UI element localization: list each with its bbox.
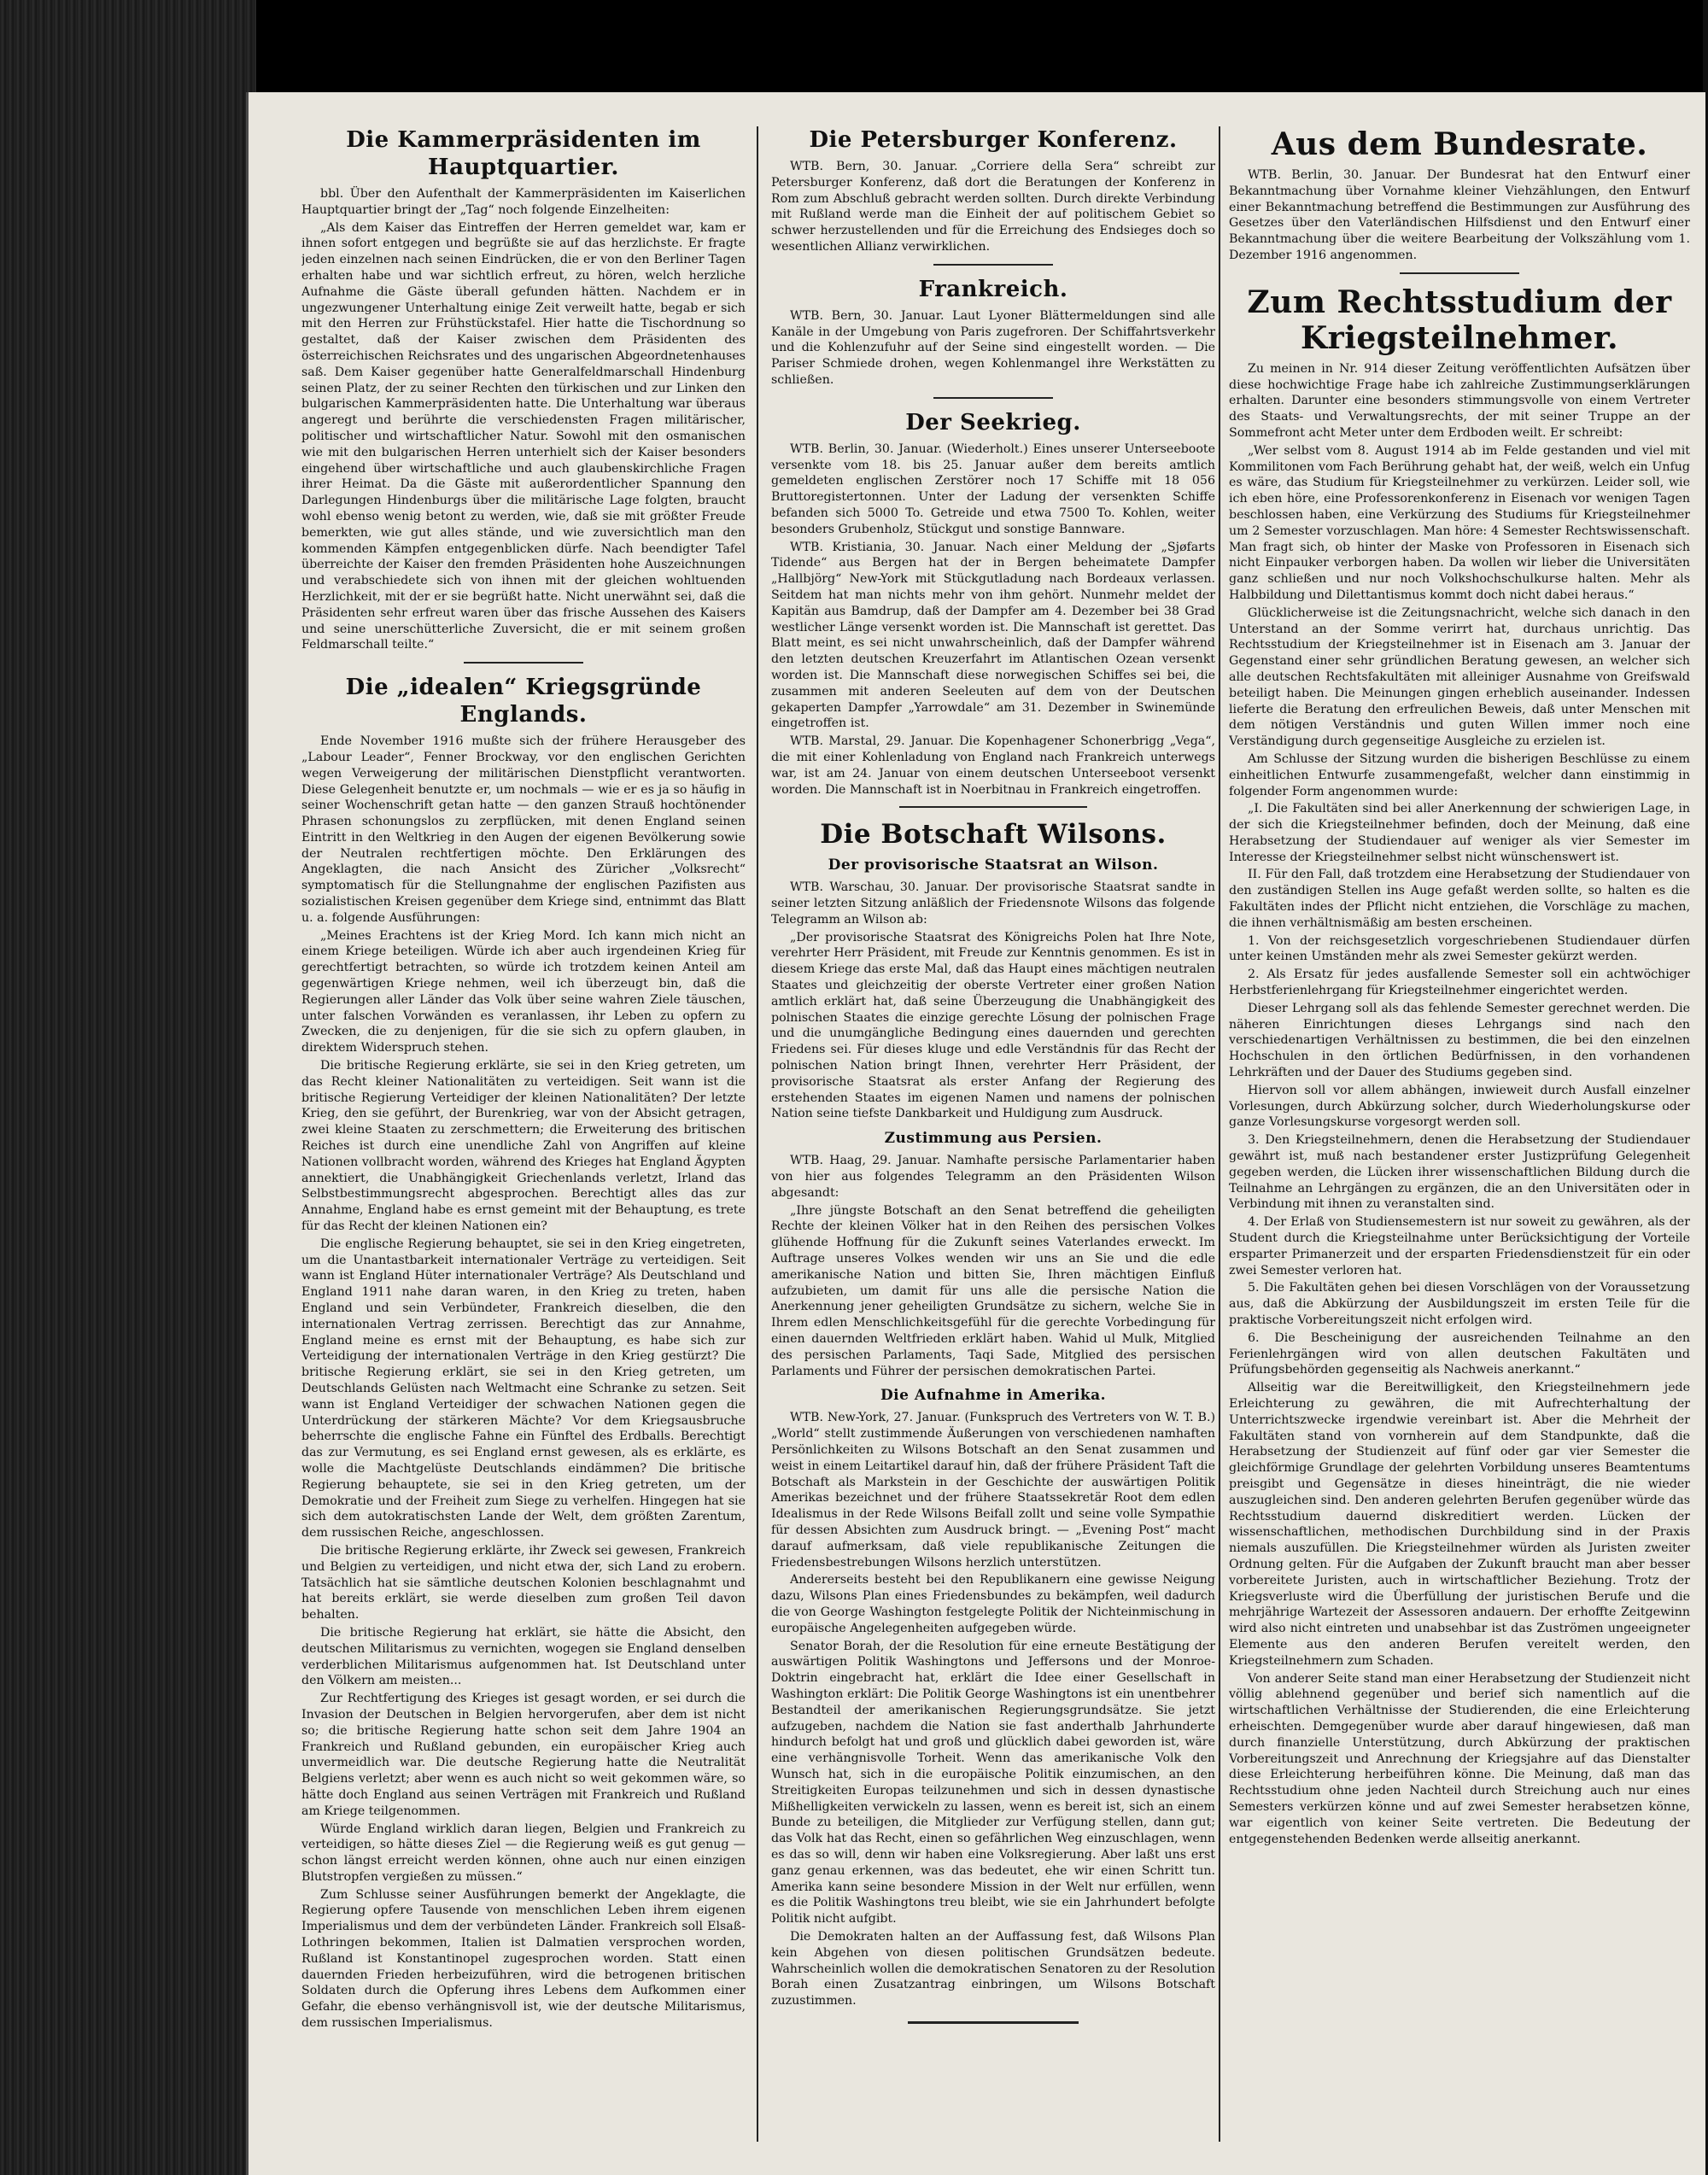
article-paragraph: Hiervon soll vor allem abhängen, inwieweit durch Ausfall einzelner Vorlesungen, durch Abkürzung solcher, durch Wiederholungskurse oder ganze Vorlesungskurse vorgesorgt werden soll. xyxy=(1229,1083,1690,1130)
headline-botschaft-wilsons: Die Botschaft Wilsons. xyxy=(820,819,1167,851)
article-paragraph: „Ihre jüngste Botschaft an den Senat betreffend die geheiligten Rechte der kleinen Völker hat in den Reihen des persischen Volkes glühende Hoffnung für die Zukunft seines Vaterlandes erweckt. Im Auftrage unseres Volkes wenden wir uns an Sie und die edle amerikanische Nation und bitten Sie, Ihren mächtigen Einfluß aufzubieten, um damit für uns alle die persische Nation die Anerkennung jener geheiligten Grundsätze zu sichern, welche Sie in Ihrem edlen Menschlichkeitsgefühl für die gerechte Vorbedingung für einen dauernden Weltfrieden erklärt haben. Wahid ul Mulk, Mitglied des persischen Parlaments, Taqi Sade, Mitglied des persischen Parlaments und Führer der persischen demokratischen Partei. xyxy=(771,1203,1215,1378)
article-paragraph: 5. Die Fakultäten gehen bei diesen Vorschlägen von der Voraussetzung aus, daß die Abkürzung der Ausbildungszeit im ersten Teile für die praktische Vorbereitungszeit nicht erfolgen wird. xyxy=(1229,1281,1690,1327)
article-paragraph: 6. Die Bescheinigung der ausreichenden Teilnahme an den Ferienlehrgängen wird von allen deutschen Fakultäten und Prüfungsbehörden gegenseitig als Nachweis anerkannt.“ xyxy=(1229,1330,1690,1377)
article-paragraph: WTB. Berlin, 30. Januar. (Wiederholt.) Eines unserer Unterseeboote versenkte vom 18. bis 25. Januar außer dem bereits amtlich gemeldeten englischen Zerstörer noch 17 Schiffe mit 18 056 Bruttoregistertonnen. Unter der Ladung der versenkten Schiffe befanden sich 5000 To. Getreide und etwa 7500 To. Kohlen, weiter besonders Grubenholz, Stückgut und sonstige Bannware. xyxy=(771,441,1215,536)
article-paragraph: II. Für den Fall, daß trotzdem eine Herabsetzung der Studiendauer von den zuständigen Stellen ins Auge gefaßt werden sollte, so halten es die Fakultäten indes der Pflicht nicht entziehen, die Vorschläge zu machen, die ihnen verhältnismäßig am besten erscheinen. xyxy=(1229,868,1690,930)
section-divider xyxy=(908,2021,1079,2024)
headline-rechtsstudium: Zum Rechtsstudium der Kriegsteilnehmer. xyxy=(1247,284,1672,356)
article-paragraph: „Der provisorische Staatsrat des Königreichs Polen hat Ihre Note, verehrter Herr Präsident, mit Freude zur Kenntnis genommen. Es ist in diesem Kriege das erste Mal, daß das Haupt eines mächtigen neutralen Staates und gleichzeitig der oberste Vertreter einer großen Nation amtlich erklärt hat, daß seine Überzeugung die Unabhängigkeit des polnischen Staates die einzige gerechte Lösung der polnischen Frage und die unumgängliche Bedingung eines dauernden und gerechten Friedens sei. Für dieses kluge und edle Verständnis für das Recht der polnischen Nation bringt Ihnen, verehrter Herr Präsident, der provisorische Staatsrat als erster Anfang der Regierung des erstehenden Staates im eigenen Namen und namens der polnischen Nation seine tiefste Dankbarkeit und Huldigung zum Ausdruck. xyxy=(771,930,1215,1121)
section-divider xyxy=(899,806,1087,808)
article-paragraph: WTB. New-York, 27. Januar. (Funkspruch des Vertreters von W. T. B.) „World“ stellt zustimmende Äußerungen von verschiedenen namhaften Persönlichkeiten zu Wilsons Botschaft an den Senat zusammen und weist in einem Leitartikel darauf hin, daß der frühere Präsident Taft die Botschaft als Markstein in der Geschichte der auswärtigen Politik Amerikas bezeichnet und der frühere Staatssekretär Root dem edlen Idealismus in der Rede Wilsons Beifall zollt und seine volle Sympathie für dessen Absichten zum Ausdruck bringt. — „Evening Post“ macht darauf aufmerksam, daß viele republikanische Zeitungen die Friedensbestrebungen Wilsons herzlich unterstützen. xyxy=(771,1411,1215,1570)
column-rule xyxy=(757,126,758,2142)
article-paragraph: 4. Der Erlaß von Studiensemestern ist nur soweit zu gewähren, als der Student durch die Kriegsteilnahme unter Berücksichtigung der Vorteile ersparter Primanerzeit und der ersparten Friedensdienstzeit für ein oder zwei Semester verloren hat. xyxy=(1229,1215,1690,1278)
article-paragraph: WTB. Bern, 30. Januar. Laut Lyoner Blättermeldungen sind alle Kanäle in der Umgebung von Paris zugefroren. Der Schiffahrtsverkehr und die Kohlenzufuhr auf der Seine sind eingestellt worden. — Die Pariser Schmiede drohen, wegen Kohlenmangel ihre Werkstätten zu schließen. xyxy=(771,308,1215,387)
section-divider xyxy=(464,662,583,664)
subheadline-staatsrat: Der provisorische Staatsrat an Wilson. xyxy=(828,857,1159,874)
headline-kriegsgruende-englands: Die „idealen“ Kriegsgründe Englands. xyxy=(345,675,702,728)
subheadline-persien: Zustimmung aus Persien. xyxy=(884,1130,1103,1148)
article-paragraph: „Wer selbst vom 8. August 1914 ab im Felde gestanden und viel mit Kommilitonen vom Fach Berührung gehabt hat, der weiß, welch ein Unfug es wäre, das Studium für Kriegsteilnehmer zu verkürzen. Leider soll, wie ich eben höre, eine Professorenkonferenz in Eisenach vor wenigen Tagen beschlossen haben, eine Verkürzung des Studiums für Kriegsteilnehmer um 2 Semester vorzuschlagen. Man höre: 4 Semester Rechtswissenschaft. Man fragt sich, ob hinter der Maske von Professoren in Eisenach sich nicht Einpauker verborgen haben. Da wollen wir lieber die Universitäten ganz schließen und nur noch Volkshochschulkurse halten. Mehr als Halbbildung und Dilettantismus kommt doch nicht dabei heraus.“ xyxy=(1229,443,1690,602)
article-paragraph: Die Demokraten halten an der Auffassung fest, daß Wilsons Plan kein Abgehen von diesen politischen Grundsätzen bedeute. Wahrscheinlich wollen die demokratischen Senatoren zu der Resolution Borah einen Zusatzantrag einbringen, um Wilsons Botschaft zuzustimmen. xyxy=(771,1929,1215,2008)
article-paragraph: Dieser Lehrgang soll als das fehlende Semester gerechnet werden. Die näheren Einrichtungen dieses Lehrgangs sind nach den verschiedenartigen Verhältnissen zu bestimmen, die bei den einzelnen Hochschulen in den örtlichen Bedürfnissen, in den vorhandenen Lehrkräften und der Dauer des Studiums gegeben sind. xyxy=(1229,1001,1690,1080)
article-paragraph: Andererseits besteht bei den Republikanern eine gewisse Neigung dazu, Wilsons Plan eines Friedensbundes zu bekämpfen, weil dadurch die von George Washington festgelegte Politik der Nichteinmischung in europäische Angelegenheiten aufgegeben würde. xyxy=(771,1573,1215,1635)
book-spine-edge xyxy=(0,0,256,2175)
column-right xyxy=(1229,126,1690,2159)
column-rule xyxy=(1219,126,1220,2142)
article-paragraph: WTB. Berlin, 30. Januar. Der Bundesrat hat den Entwurf einer Bekanntmachung über Vornahme kleiner Viehzählungen, den Entwurf einer Bekanntmachung betreffend die Bestimmungen zur Ausführung des Gesetzes über den Vaterländischen Hilfsdienst und den Entwurf einer Bekanntmachung über die weitere Bearbeitung der Volkszählung vom 1. Dezember 1916 angenommen. xyxy=(1229,168,1690,262)
article-kammerpraesidenten xyxy=(301,186,746,653)
article-kriegsgruende-englands xyxy=(301,734,746,2032)
column-left xyxy=(301,126,746,2159)
article-paragraph: „Als dem Kaiser das Eintreffen der Herren gemeldet war, kam er ihnen sofort entgegen und begrüßte sie auf das herzlichste. Er fragte jeden einzelnen nach seinen Eindrücken, die er von den Berliner Tagen erhalten habe und war sichtlich erfreut, zu hören, welch herzliche Aufnahme die Gäste überall gefunden hätten. Nachdem er in ungezwungener Unterhaltung einige Zeit verweilt hatte, begab er sich mit den Herren zur Frühstückstafel. Hier hatte die Tischordnung so gestaltet, daß der Kaiser zwischen dem Präsidenten des österreichischen Reichsrates und des ungarischen Abgeordnetenhauses saß. Dem Kaiser gegenüber hatte Generalfeldmarschall Hindenburg seinen Platz, der zu seiner Rechten den türkischen und zur Linken den bulgarischen Kammerpräsidenten hatte. Die Unterhaltung war überaus angeregt und berührte die verschiedensten Fragen militärischer, politischer und wirtschaftlicher Natur. Sowohl mit den osmanischen wie mit den bulgarischen Herren unterhielt sich der Kaiser besonders eingehend über wirtschaftliche und auch glaubenskirchliche Fragen ihrer Heimat. Da die Gäste mit außerordentlicher Spannung den Darlegungen Hindenburgs über die militärische Lage folgten, braucht wohl ebenso wenig betont zu werden, wie, daß sie mit größter Freude bemerkten, wie gut alles stände, und wie zuversichtlich man den kommenden Kämpfen entgegenblicken dürfe. Nach beendigter Tafel überreichte der Kaiser den fremden Präsidenten hohe Auszeichnungen und verabschiedete sich von ihnen mit der gleichen wohltuenden Herzlichkeit, mit der er sie begrüßt hatte. Nicht unerwähnt sei, daß die Präsidenten sehr erfreut waren über das frische Aussehen des Kaisers und seine unerschütterliche Zuversicht, die er mit seinem großen Feldmarschall teilte.“ xyxy=(301,220,746,652)
headline-frankreich: Frankreich. xyxy=(918,276,1068,302)
article-paragraph: WTB. Kristiania, 30. Januar. Nach einer Meldung der „Sjøfarts Tidende“ aus Bergen hat der in Bergen beheimatete Dampfer „Hallbjörg“ New-York mit Stückgutladung nach Bordeaux verlassen. Seitdem hat man nichts mehr von ihm gehört. Nunmehr meldet der Kapitän aus Bamdrup, daß der Dampfer am 4. Dezember bei 38 Grad westlicher Länge versenkt worden ist. Die Mannschaft ist gerettet. Das Blatt meint, es sei nicht unwahrscheinlich, daß der Dampfer während den letzten deutschen Kreuzerfahrt im Atlantischen Ozean versenkt worden ist. Die Mannschaft diese norwegischen Schiffes sei bei, die zusammen mit anderen Seeleuten auf dem von der Deutschen gekaperten Dampfer „Yarrowdale“ am 31. Dezember in Swinemünde eingetroffen ist. xyxy=(771,540,1215,731)
article-paragraph: WTB. Bern, 30. Januar. „Corriere della Sera“ schreibt zur Petersburger Konferenz, daß dort die Beratungen der Konferenz in Rom zum Abschluß gebracht werden sollten. Durch direkte Verbindung mit Rußland werde man die Einheit der auf politischem Gebiet so schwer herzustellenden und für die Erreichung des Endsieges doch so wesentlichen Allianz verwirklichen. xyxy=(771,160,1215,254)
article-paragraph: Würde England wirklich daran liegen, Belgien und Frankreich zu verteidigen, so hätte dieses Ziel — die Regierung weiß es gut genug — schon längst erreicht werden können, ohne auch nur einen einzigen Blutstropfen vergießen zu müssen.“ xyxy=(301,1821,746,1884)
article-paragraph: Die britische Regierung erklärte, sie sei in den Krieg getreten, um das Recht kleiner Nationalitäten zu verteidigen. Seit wann ist die britische Regierung Verteidiger der kleinen Nationalitäten? Der letzte Krieg, den sie geführt, der Burenkrieg, war von der Absicht getragen, zwei kleine Staaten zu zerschmettern; die Erweiterung des britischen Reiches ist durch eine unendliche Zahl von Angriffen auf kleine Nationen vollbracht worden, während des Krieges hat England Ägypten annektiert, die Unabhängigkeit Griechenlands verletzt, Irland das Selbstbestimmungsrecht abgesprochen. Berechtigt alles das zur Annahme, England habe es ernst gemeint mit der Behauptung, es trete für das Recht der kleinen Nationen ein? xyxy=(301,1059,746,1234)
article-paragraph: Die britische Regierung erklärte, ihr Zweck sei gewesen, Frankreich und Belgien zu verteidigen, und nicht etwa der, sich Land zu erobern. Tatsächlich hat sie sämtliche deutschen Kolonien beschlagnahmt und hat bereits erklärt, sie werde dieselben zum großen Teil davon behalten. xyxy=(301,1543,746,1622)
article-paragraph: Ende November 1916 mußte sich der frühere Herausgeber des „Labour Leader“, Fenner Brockway, vor den englischen Gerichten wegen Verweigerung der militärischen Dienstpflicht verantworten. Diese Gelegenheit benutzte er, um nochmals — wie er es ja so häufig in seiner Wochenschrift getan hatte — den ganzen Strauß hochtönender Phrasen schonungslos zu zerpflücken, mit denen England seinen Eintritt in den Weltkrieg in den Augen der eigenen Bevölkerung sowie der Neutralen rechtfertigen möchte. Den Erklärungen des Angeklagten, die nach Ansicht des Züricher „Volksrecht“ symptomatisch für die Stellungnahme der englischen Pazifisten aus sozialistischen Kreisen gegenüber dem Kriege sind, entnimmt das Blatt u. a. folgende Ausführungen: xyxy=(301,734,746,925)
article-paragraph: Die englische Regierung behauptet, sie sei in den Krieg eingetreten, um die Unantastbarkeit internationaler Verträge zu verteidigen. Seit wann ist England Hüter internationaler Verträge? Als Deutschland und England 1911 nahe daran waren, in den Krieg zu treten, haben England und sein Verbündeter, Frankreich dieselben, die den internationalen Vertrag zerrissen. Berechtigt das zur Annahme, England meine es ernst mit der Behauptung, es habe sich zur Verteidigung der internationalen Verträge in den Krieg gestürzt? Die britische Regierung erklärt, sie sei in den Krieg getreten, um Deutschlands Gelüsten nach Weltmacht eine Schranke zu setzen. Seit wann ist England Verteidiger der schwachen Nationen gegen die Unterdrückung der stärkeren Mächte? Vor dem Kriegsausbruche beherrschte die englische Fahne ein Fünftel des Erdballs. Berechtigt das zur Vermutung, es sei England ernst gewesen, als es erklärte, es wolle die Machtgelüste Deutschlands eindämmen? Die britische Regierung behauptete, sie sei in den Krieg getreten, um der Demokratie und der Freiheit zum Siege zu verhelfen. Hingegen hat sie sich dem autokratischsten Lande der Welt, dem größten Zarentum, dem russischen Reiche, angeschlossen. xyxy=(301,1237,746,1541)
headline-bundesrate: Aus dem Bundesrate. xyxy=(1271,126,1648,162)
article-paragraph: Die britische Regierung hat erklärt, sie hätte die Absicht, den deutschen Militarismus zu vernichten, wogegen sie England denselben verderblichen Militarismus aufgenommen hat. Ist Deutschland unter den Völkern am meisten... xyxy=(301,1625,746,1688)
section-divider xyxy=(933,397,1053,399)
article-paragraph: Zum Schlusse seiner Ausführungen bemerkt der Angeklagte, die Regierung opfere Tausende von menschlichen Leben ihrem eigenen Imperialismus und dem der verbündeten Länder. Frankreich soll Elsaß-Lothringen bekommen, Italien ist Dalmatien versprochen worden, Rußland ist Konstantinopel zugesprochen worden. Statt einen dauernden Frieden herbeizuführen, wird die betrogenen britischen Soldaten durch die Opferung ihres Lebens dem Aufkommen einer Gefahr, die ebenso verhängnisvoll ist, wie der deutsche Militarismus, dem russischen Imperialismus. xyxy=(301,1887,746,2031)
article-paragraph: Senator Borah, der die Resolution für eine erneute Bestätigung der auswärtigen Politik Washingtons und Jeffersons und der Monroe-Doktrin eingebracht hat, erklärt die Idee einer Gesellschaft in Washington erklärt: Die Politik George Washingtons ist ein unentbehrer Bestandteil der amerikanischen Regierungsgrundsätze. Sie jetzt aufzugeben, nachdem die Nation sie fast anderthalb Jahrhunderte hindurch befolgt hat und groß und glücklich dabei geworden ist, wäre eine verhängnisvolle Torheit. Wenn das amerikanische Volk den Wunsch hat, sich in die europäische Politik einzumischen, an den Streitigkeiten Europas teilzunehmen und sich in dessen dynastische Mißhelligkeiten verwickeln zu lassen, wenn es bereit ist, sich an einem Bunde zu beteiligen, die Mitglieder zur Verfügung stellen, dann gut; das Volk hat das Recht, einen so gefährlichen Weg einzuschlagen, wenn es das so will, denn wir haben eine Volksregierung. Aber laßt uns erst ganz genau erkennen, was das bedeutet, ehe wir einen Schritt tun. Amerika kann seine besondere Mission in der Welt nur erfüllen, wenn es die Politik Washingtons treu bleibt, wie sie ein Jahrhundert befolgte Politik nicht aufgibt. xyxy=(771,1639,1215,1927)
article-paragraph: Zu meinen in Nr. 914 dieser Zeitung veröffentlichten Aufsätzen über diese hochwichtige Frage habe ich zahlreiche Zustimmungserklärungen erhalten. Darunter eine besonders stimmungsvolle von einem Vertreter des Staats- und Verwaltungsrechts, der mit seiner Truppe an der Sommefront acht Meter unter dem Erdboden weilt. Er schreibt: xyxy=(1229,361,1690,440)
headline-kammerpraesidenten: Die Kammerpräsidenten im Hauptquartier. xyxy=(346,127,701,180)
headline-seekrieg: Der Seekrieg. xyxy=(905,409,1081,436)
article-paragraph: Allseitig war die Bereitwilligkeit, den Kriegsteilnehmern jede Erleichterung zu gewähren, die mit Aufrechterhaltung der Unterrichtszwecke irgendwie vereinbart ist. Aber die Mehrheit der Fakultäten stand von vornherein auf dem Standpunkte, daß die Herabsetzung der Studienzeit auf fünf oder gar vier Semester die gleichförmige Grundlage der gelehrten Vorbildung unseres Beamtentums preisgibt und Gegensätze in dieses hineinträgt, die nie wieder auszugleichen sind. Den anderen gelehrten Berufen gegenüber würde das Rechtsstudium dauernd diskreditiert werden. Lücken der wissenschaftlichen, methodischen Durchbildung sind in der Praxis niemals auszufüllen. Die Kriegsteilnehmer würden als Juristen zweiter Ordnung gelten. Für die Aufgaben der Zukunft braucht man aber besser vorbereitete Juristen, auch in wirtschaftlicher Beziehung. Trotz der Kriegsverluste wird die Überfüllung der juristischen Berufe und die mehrjährige Wartezeit der Assessoren andauern. Der erhoffte Zeitgewinn wird also nicht eintreten und unabsehbar ist das Zuströmen ungeeigneter Elemente aus den anderen Berufen vereitelt werden, den Kriegsteilnehmern zum Schaden. xyxy=(1229,1381,1690,1668)
subheadline-amerika: Die Aufnahme in Amerika. xyxy=(880,1387,1107,1405)
article-paragraph: „I. Die Fakultäten sind bei aller Anerkennung der schwierigen Lage, in der sich die Kriegsteilnehmer befinden, doch der Meinung, daß eine Herabsetzung der Studiendauer auf weniger als vier Semester im Interesse der Kriegsteilnehmer selbst nicht wünschenswert ist. xyxy=(1229,802,1690,864)
article-paragraph: 2. Als Ersatz für jedes ausfallende Semester soll ein achtwöchiger Herbstferienlehrgang für Kriegsteilnehmer eingerichtet werden. xyxy=(1229,968,1690,998)
article-paragraph: „Meines Erachtens ist der Krieg Mord. Ich kann mich nicht an einem Kriege beteiligen. Würde ich aber auch irgendeinen Krieg für gerechtfertigt betrachten, so würde ich trotzdem keinen Anteil am gegenwärtigen Kriege nehmen, weil ich überzeugt bin, daß die Regierungen aller Länder das Volk über seine wahren Ziele täuschen, unter falschen Vorwänden es veranlassen, ihr Leben zu opfern zu Zwecken, die zu denjenigen, für die sie sich zu opfern glauben, in direktem Widerspruch stehen. xyxy=(301,928,746,1055)
headline-petersburger-konferenz: Die Petersburger Konferenz. xyxy=(809,127,1178,153)
section-divider xyxy=(1400,272,1519,274)
column-middle xyxy=(771,126,1215,2159)
article-paragraph: WTB. Marstal, 29. Januar. Die Kopenhagener Schonerbrigg „Vega“, die mit einer Kohlenladung von England nach Frankreich unterwegs war, ist am 24. Januar von einem deutschen Unterseeboot versenkt worden. Die Mannschaft ist in Noerbitnau in Frankreich eingetroffen. xyxy=(771,734,1215,797)
article-paragraph: WTB. Warschau, 30. Januar. Der provisorische Staatsrat sandte in seiner letzten Sitzung anläßlich der Friedensnote Wilsons das folgende Telegramm an Wilson ab: xyxy=(771,880,1215,927)
article-paragraph: Am Schlusse der Sitzung wurden die bisherigen Beschlüsse zu einem einheitlichen Entwurfe zusammengefaßt, welcher dann einstimmig in folgender Form angenommen wurde: xyxy=(1229,751,1690,798)
article-paragraph: 1. Von der reichsgesetzlich vorgeschriebenen Studiendauer dürfen unter keinen Umständen mehr als zwei Semester gekürzt werden. xyxy=(1229,933,1690,964)
article-paragraph: Glücklicherweise ist die Zeitungsnachricht, welche sich danach in den Unterstand an der Somme verirrt hat, durchaus unrichtig. Das Rechtsstudium der Kriegsteilnehmer ist in Eisenach am 3. Januar der Gegenstand einer sehr gründlichen Beratung gewesen, an welcher sich alle deutschen Rechtsfakultäten mit alleiniger Ausnahme von Greifswald beteiligt haben. Die Meinungen gingen erheblich auseinander. Indessen lieferte die Beratung den erfreulichen Beweis, daß unter Menschen mit dem nötigen Verständnis und guten Willen immer noch eine Verständigung durch gegenseitige Ausgleiche zu erzielen ist. xyxy=(1229,605,1690,749)
section-divider xyxy=(933,264,1053,266)
newspaper-page xyxy=(246,92,1705,2175)
article-paragraph: 3. Den Kriegsteilnehmern, denen die Herabsetzung der Studiendauer gewährt ist, muß nach bestandener erster Justizprüfung Gelegenheit gegeben werden, die Lücken ihrer wissenschaftlichen Bildung durch die Teilnahme an Lehrgängen zu ergänzen, die an den Universitäten oder in Verbindung mit ihnen zu veranstalten sind. xyxy=(1229,1133,1690,1212)
article-paragraph: bbl. Über den Aufenthalt der Kammerpräsidenten im Kaiserlichen Hauptquartier bringt der „Tag“ noch folgende Einzelheiten: xyxy=(301,187,746,217)
article-paragraph: Zur Rechtfertigung des Krieges ist gesagt worden, er sei durch die Invasion der Deutschen in Belgien hervorgerufen, aber dem ist nicht so; die britische Regierung hatte schon seit dem Jahre 1904 an Frankreich und Rußland gebunden, ein europäischer Krieg auch unvermeidlich war. Die deutsche Regierung hatte die Neutralität Belgiens verletzt; aber wenn es auch nicht so weit gekommen wäre, so hätte doch England aus seinen Verträgen mit Frankreich und Rußland am Kriege teilgenommen. xyxy=(301,1692,746,1818)
article-paragraph: Von anderer Seite stand man einer Herabsetzung der Studienzeit nicht völlig ablehnend gegenüber und berief sich namentlich auf die wirtschaftlichen Verhältnisse der Studierenden, die eine Erleichterung erheischten. Demgegenüber wurde aber darauf hingewiesen, daß man durch finanzielle Unterstützung, durch Abkürzung der praktischen Vorbereitungszeit und Anrechnung der Kriegsjahre auf das Dienstalter diese Erleichterung herbeiführen könne. Die Meinung, daß man das Rechtsstudium ohne jeden Nachteil durch Streichung auch nur eines Semesters verkürzen könne und auf zwei Semester herabsetzen könne, war eigentlich von keiner Seite vertreten. Die Bedeutung der entgegenstehenden Bedenken werde allseitig anerkannt. xyxy=(1229,1671,1690,1846)
article-paragraph: WTB. Haag, 29. Januar. Namhafte persische Parlamentarier haben von hier aus folgendes Telegramm an den Präsidenten Wilson abgesandt: xyxy=(771,1154,1215,1200)
